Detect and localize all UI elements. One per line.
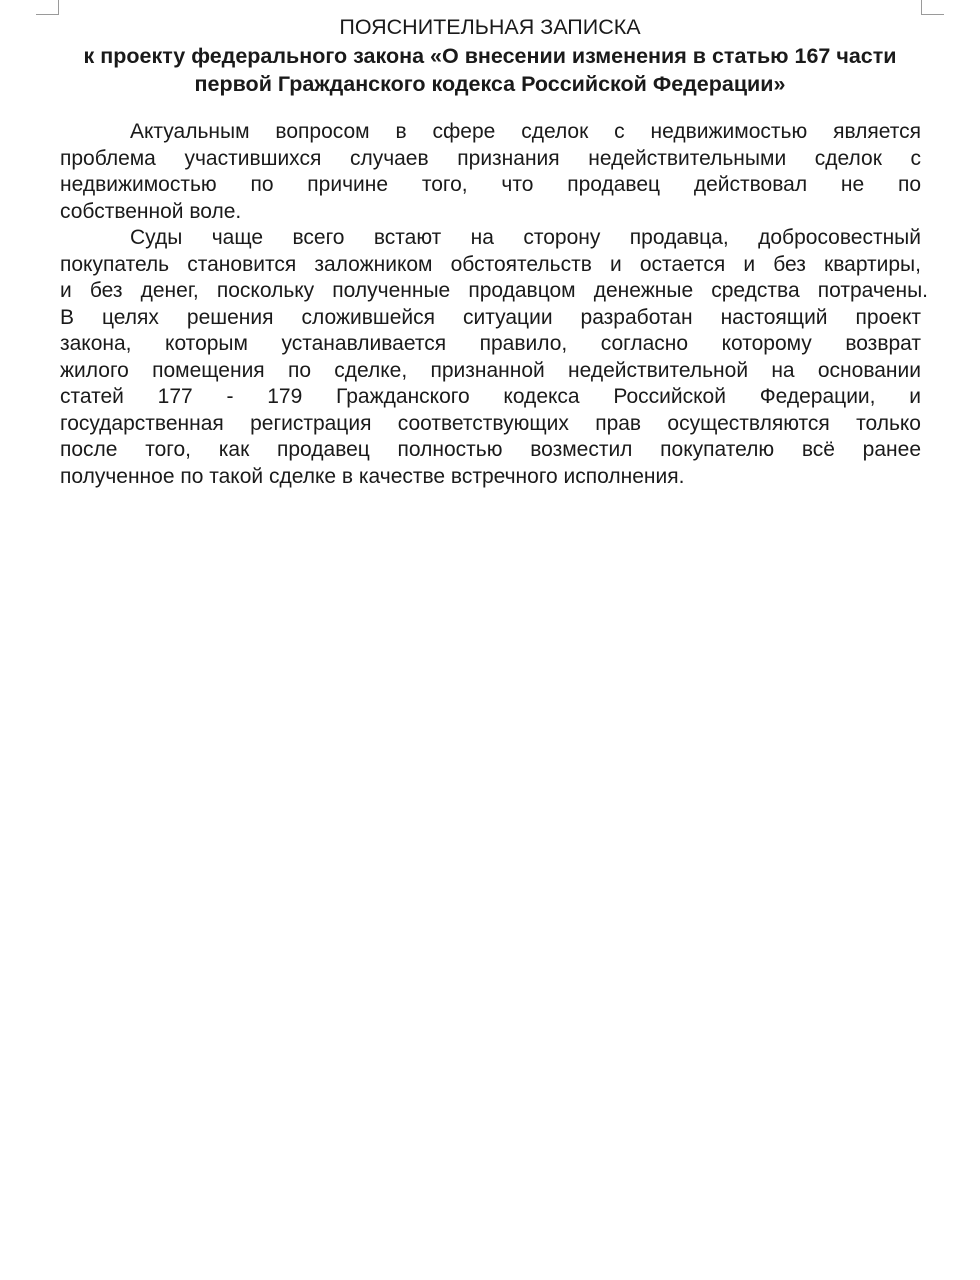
paragraph-1-line: проблема участившихся случаев признания недействительными сделок с xyxy=(60,146,921,170)
page-corner-mark-left xyxy=(36,0,59,15)
paragraph-2-line: покупатель становится заложником обстоятельств и остается и без квартиры, xyxy=(60,252,921,276)
paragraph-2-line: закона, которым устанавливается правило, согласно которому возврат xyxy=(60,332,921,355)
document-subtitle xyxy=(50,42,930,98)
paragraph-2-line: полученное по такой сделке в качестве встречного исполнения. xyxy=(60,464,685,488)
paragraph-1-line: Актуальным вопросом в сфере сделок с недвижимостью является xyxy=(130,120,921,143)
subtitle-line: к проекту федерального закона «О внесении изменения в статью 167 части xyxy=(83,44,897,68)
paragraph-1-line: недвижимостью по причине того, что продавец действовал не по xyxy=(60,173,921,196)
subtitle-line: первой Гражданского кодекса Российской Федерации» xyxy=(194,72,786,96)
paragraph-2-line: статей 177 - 179 Гражданского кодекса Российской Федерации, и xyxy=(60,385,921,408)
document-body xyxy=(60,119,928,490)
page-corner-mark-right xyxy=(921,0,944,15)
paragraph-2-line: жилого помещения по сделке, признанной недействительной на основании xyxy=(60,358,921,382)
paragraph-2-line: и без денег, поскольку полученные продавцом денежные средства потрачены. xyxy=(60,279,928,302)
paragraph-2-line: государственная регистрация соответствующих прав осуществляются только xyxy=(60,411,921,435)
document-title: ПОЯСНИТЕЛЬНАЯ ЗАПИСКА xyxy=(339,15,641,39)
paragraph-2-line: Суды чаще всего встают на сторону продавца, добросовестный xyxy=(130,226,921,249)
paragraph-2-line: после того, как продавец полностью возместил покупателю всё ранее xyxy=(60,438,921,461)
paragraph-2-line: В целях решения сложившейся ситуации разработан настоящий проект xyxy=(60,305,921,329)
paragraph-1-line: собственной воле. xyxy=(60,199,242,223)
